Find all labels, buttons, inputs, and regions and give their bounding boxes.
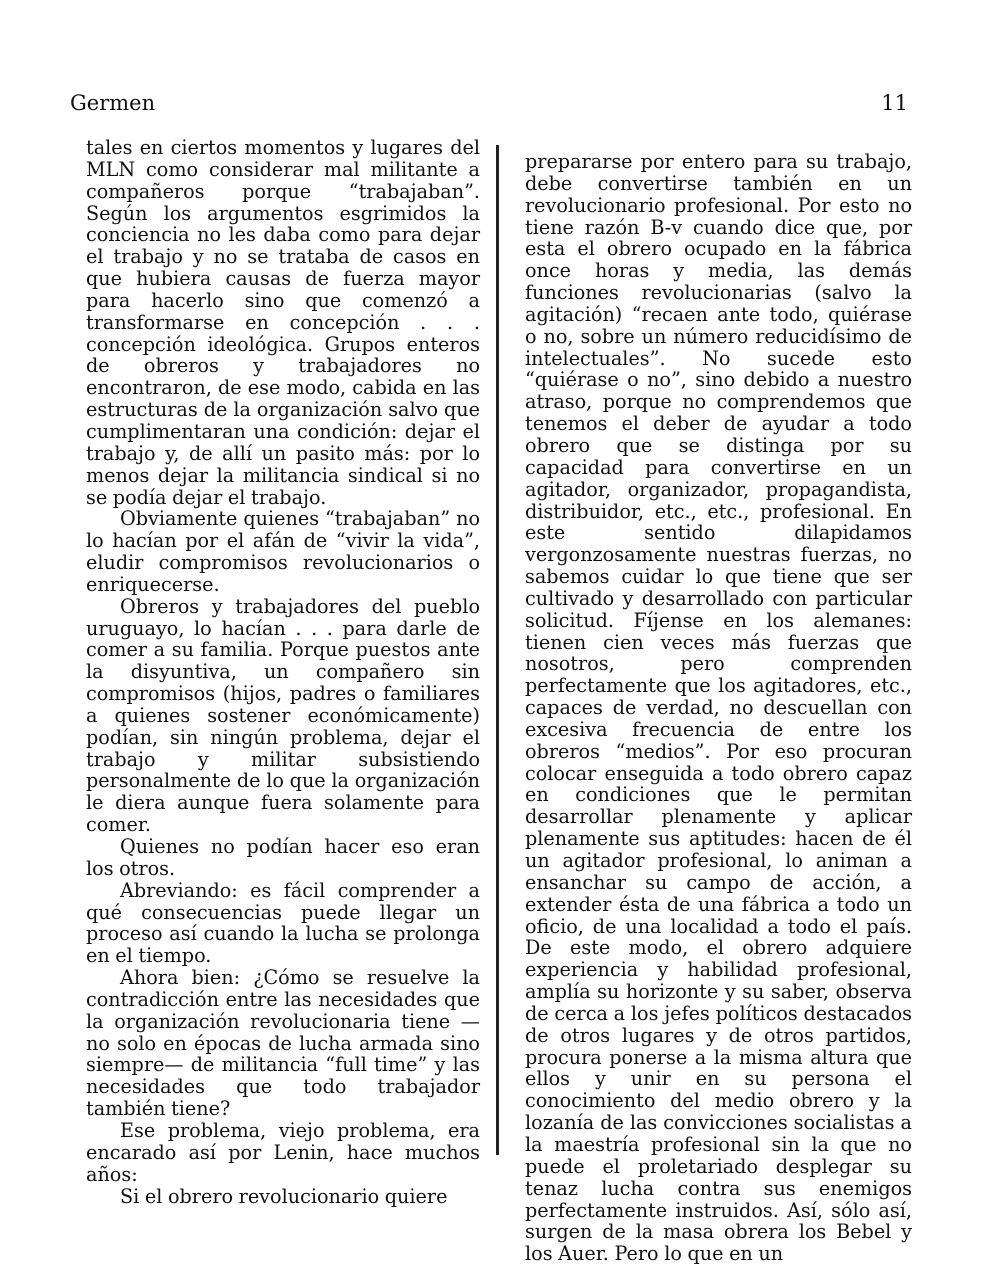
left-column: [86, 137, 480, 1207]
paragraph-left-2: Obviamente quienes “trabajaban” no lo hacían por el afán de “vivir la vida”, eludir compromisos revolucionarios o enriquecerse.: [86, 507, 480, 596]
page-number: 11: [881, 91, 908, 115]
paragraph-left-7: Ese problema, viejo problema, era encarado así por Lenin, hace muchos años:: [86, 1118, 480, 1186]
paragraph-left-3: Obreros y trabajadores del pueblo uruguayo, lo hacían . . . para darle de comer a su familia. Porque puestos ante la disyuntiva, un compañero sin compromisos (hijos, padres o familiares a quienes sostener económicamente) podían, sin ningún problema, dejar el trabajo y militar subsistiendo personalmente de lo que la organización le diera aunque fuera solamente para comer.: [86, 594, 480, 837]
paragraph-left-5: Abreviando: es fácil comprender a qué consecuencias puede llegar un proceso así cuando la lucha se prolonga en el tiempo.: [86, 878, 480, 968]
paragraph-left-1: tales en ciertos momentos y lugares del MLN como considerar mal militante a compañeros porque “trabajaban”. Según los argumentos esgrimidos la conciencia no les daba como para dejar el trabajo y no se trataba de casos en que hubiera causas de fuerza mayor para hacerlo sino que comenzó a transformarse en concepción . . . concepción ideológica. Grupos enteros de obreros y trabajadores no encontraron, de ese modo, cabida en las estructuras de la organización salvo que cumplimentaran una condición: dejar el trabajo y, de allí un pasito más: por lo menos dejar la militancia sindical si no se podía dejar el trabajo.: [86, 136, 480, 509]
right-column: [525, 151, 912, 1265]
column-divider: [496, 145, 499, 1155]
page-header: [70, 88, 908, 118]
paragraph-left-6: Ahora bien: ¿Cómo se resuelve la contradicción entre las necesidades que la organización revolucionaria tiene —no solo en épocas de lucha armada sino siempre— de militancia “full time” y las necesidades que todo trabajador también tiene?: [86, 966, 480, 1121]
paragraph-left-4: Quienes no podían hacer eso eran los otros.: [86, 835, 480, 880]
paragraph-right-1: prepararse por entero para su trabajo, debe convertirse también en un revolucionario profesional. Por esto no tiene razón B-v cuando dice que, por esta el obrero ocupado en la fábrica once horas y media, las demás funciones revolucionarias (salvo la agitación) “recaen ante todo, quiérase o no, sobre un número reducidísimo de intelectuales”. No sucede esto “quiérase o no”, sino debido a nuestro atraso, porque no comprendemos que tenemos el deber de ayudar a todo obrero que se distinga por su capacidad para convertirse en un agitador, organizador, propagandista, distribuidor, etc., etc., profesional. En este sentido dilapidamos vergonzosamente nuestras fuerzas, no sabemos cuidar lo que tiene que ser cultivado y desarrollado con particular solicitud. Fíjense en los alemanes: tienen cien veces más fuerzas que nosotros, pero comprenden perfectamente que los agitadores, etc., capaces de verdad, no descuellan con excesiva frecuencia de entre los obreros “medios”. Por eso procuran colocar enseguida a todo obrero capaz en condiciones que le permitan desarrollar plenamente y aplicar plenamente sus aptitudes: hacen de él un agitador profesional, lo animan a ensanchar su campo de acción, a extender ésta de una fábrica a todo un oficio, de una localidad a todo el país. De este modo, el obrero adquiere experiencia y habilidad profesional, amplía su horizonte y su saber, observa de cerca a los jefes políticos destacados de otros lugares y de otros partidos, procura ponerse a la misma altura que ellos y unir en su persona el conocimiento del medio obrero y la lozanía de las convicciones socialistas a la maestría profesional sin la que no puede el proletariado desplegar su tenaz lucha contra sus enemigos perfectamente instruidos. Así, sólo así, surgen de la masa obrera los Bebel y los Auer. Pero lo que en un: [525, 150, 912, 1265]
running-head: Germen: [70, 91, 156, 115]
paragraph-left-8: Si el obrero revolucionario quiere: [120, 1184, 448, 1208]
